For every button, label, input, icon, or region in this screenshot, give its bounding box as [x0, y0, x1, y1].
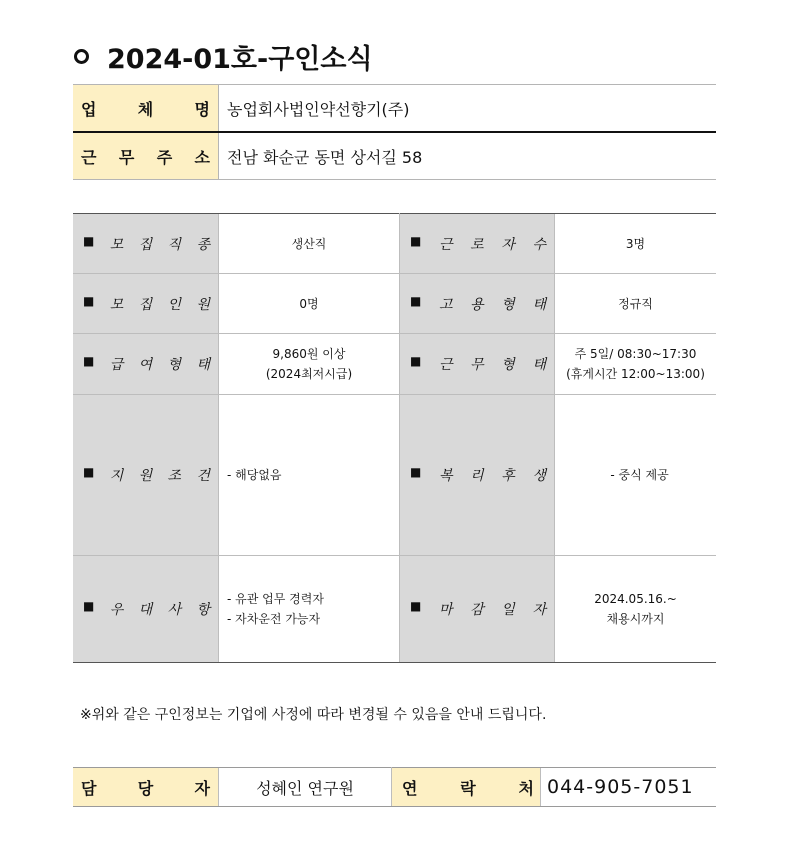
- label-char: 항: [196, 602, 210, 618]
- label-char: 명: [194, 99, 210, 119]
- cell-line: - 중식 제공: [610, 468, 669, 482]
- label-char: 집: [138, 236, 153, 253]
- label-char: 모: [109, 236, 124, 253]
- label-char: 생: [532, 468, 546, 484]
- label-char: 대: [138, 602, 153, 618]
- cell-line: 채용시까지: [606, 612, 665, 626]
- label-char: 마: [438, 602, 453, 618]
- page-title-text: 2024-01호-구인소식: [107, 43, 373, 75]
- label-char: 직: [167, 236, 182, 253]
- label-char: 자: [532, 602, 546, 618]
- headcount-label: [73, 274, 219, 334]
- job-details-table: [73, 213, 716, 663]
- table-row: [73, 274, 716, 334]
- cell-line: 3명: [625, 236, 646, 251]
- label-char: 태: [532, 357, 546, 373]
- label-char: 태: [532, 296, 546, 313]
- label-char: 감: [470, 602, 484, 618]
- label-char: 일: [501, 602, 515, 618]
- label-char: 근: [438, 357, 453, 373]
- label-char: 자: [501, 236, 515, 253]
- employment-type-value: [555, 274, 717, 334]
- label-char: 수: [532, 236, 546, 253]
- label-char: 무: [118, 147, 135, 167]
- cell-line: (휴게시간 12:00~13:00): [566, 367, 705, 381]
- cell-line: 0명: [299, 296, 319, 311]
- square-bullet-icon: ■: [83, 465, 95, 479]
- cell-line: 9,860원 이상: [272, 347, 346, 361]
- label-char: 주: [156, 147, 173, 167]
- deadline-value: [555, 556, 717, 663]
- label-char: 리: [470, 468, 484, 484]
- label-char: 체: [137, 99, 154, 119]
- label-char: 집: [138, 296, 153, 313]
- contact-row: [73, 768, 716, 807]
- label-char: 처: [518, 778, 534, 798]
- label-char: 원: [196, 296, 210, 313]
- cell-line: 2024.05.16.~: [594, 592, 677, 606]
- square-bullet-icon: ■: [83, 233, 95, 248]
- work-schedule-value: [555, 334, 717, 395]
- address-value: 전남 화순군 동면 상서길 58: [219, 132, 717, 180]
- label-char: 사: [167, 602, 182, 618]
- square-bullet-icon: ■: [410, 233, 422, 248]
- label-char: 자: [194, 778, 210, 798]
- label-char: 로: [470, 236, 484, 253]
- label-char: 당: [137, 778, 154, 798]
- job-type-label: [73, 214, 219, 274]
- label-char: 형: [501, 357, 515, 373]
- label-char: 담: [81, 778, 97, 798]
- square-bullet-icon: ■: [410, 465, 422, 479]
- label-char: 근: [81, 147, 97, 167]
- requirements-value: [219, 395, 400, 556]
- circle-bullet-icon: [74, 49, 89, 64]
- label-char: 인: [167, 296, 182, 313]
- cell-line: 주 5일/ 08:30~17:30: [574, 347, 697, 361]
- phone-label: [392, 768, 541, 807]
- notice-text: ※위와 같은 구인정보는 기업에 사정에 따라 변경될 수 있음을 안내 드립니다.: [80, 707, 547, 723]
- label-char: 종: [196, 236, 210, 253]
- phone-number: 044-905-7051: [541, 768, 717, 807]
- company-value: 농업회사법인약선향기(주): [219, 85, 717, 133]
- label-char: 형: [167, 357, 182, 373]
- requirements-label: [73, 395, 219, 556]
- label-char: 조: [167, 468, 182, 484]
- label-char: 태: [196, 357, 210, 373]
- contact-table: [73, 767, 716, 807]
- benefits-value: [555, 395, 717, 556]
- company-info-table: [73, 84, 716, 180]
- table-row: [73, 334, 716, 395]
- square-bullet-icon: ■: [410, 293, 422, 308]
- table-row: [73, 556, 716, 663]
- deadline-label: [400, 556, 555, 663]
- label-char: 업: [81, 99, 97, 119]
- square-bullet-icon: ■: [83, 354, 95, 368]
- cell-line: 정규직: [618, 296, 653, 311]
- manager-name: 성혜인 연구원: [219, 768, 392, 807]
- label-char: 후: [501, 468, 515, 484]
- label-char: 우: [109, 602, 124, 618]
- label-char: 용: [470, 296, 484, 313]
- job-type-value: [219, 214, 400, 274]
- label-char: 여: [138, 357, 153, 373]
- cell-line: 생산직: [291, 236, 327, 251]
- salary-label: [73, 334, 219, 395]
- label-char: 근: [438, 236, 453, 253]
- benefits-label: [400, 395, 555, 556]
- employment-type-label: [400, 274, 555, 334]
- address-label: [73, 132, 219, 180]
- work-schedule-label: [400, 334, 555, 395]
- label-char: 복: [438, 468, 453, 484]
- address-row: [73, 132, 716, 180]
- cell-line: - 해당없음: [227, 468, 282, 482]
- cell-line: (2024최저시급): [265, 367, 353, 381]
- label-char: 모: [109, 296, 124, 313]
- label-char: 원: [138, 468, 153, 484]
- company-row: [73, 85, 716, 133]
- square-bullet-icon: ■: [83, 599, 95, 613]
- label-char: 고: [438, 296, 453, 313]
- workers-value: [555, 214, 717, 274]
- table-row: [73, 214, 716, 274]
- preferences-value: [219, 556, 400, 663]
- label-char: 무: [470, 357, 484, 373]
- cell-line: - 자차운전 가능자: [227, 612, 321, 626]
- square-bullet-icon: ■: [410, 599, 422, 613]
- preferences-label: [73, 556, 219, 663]
- label-char: 형: [501, 296, 515, 313]
- square-bullet-icon: ■: [83, 293, 95, 308]
- label-char: 지: [109, 468, 124, 484]
- manager-label: [73, 768, 219, 807]
- label-char: 건: [196, 468, 210, 484]
- label-char: 락: [460, 778, 476, 798]
- headcount-value: [219, 274, 400, 334]
- salary-value: [219, 334, 400, 395]
- company-label: [73, 85, 219, 133]
- label-char: 연: [402, 778, 418, 798]
- cell-line: - 유관 업무 경력자: [227, 592, 324, 606]
- label-char: 소: [194, 147, 210, 167]
- page-title: [74, 34, 373, 78]
- workers-label: [400, 214, 555, 274]
- label-char: 급: [109, 357, 124, 373]
- table-row: [73, 395, 716, 556]
- square-bullet-icon: ■: [410, 354, 422, 368]
